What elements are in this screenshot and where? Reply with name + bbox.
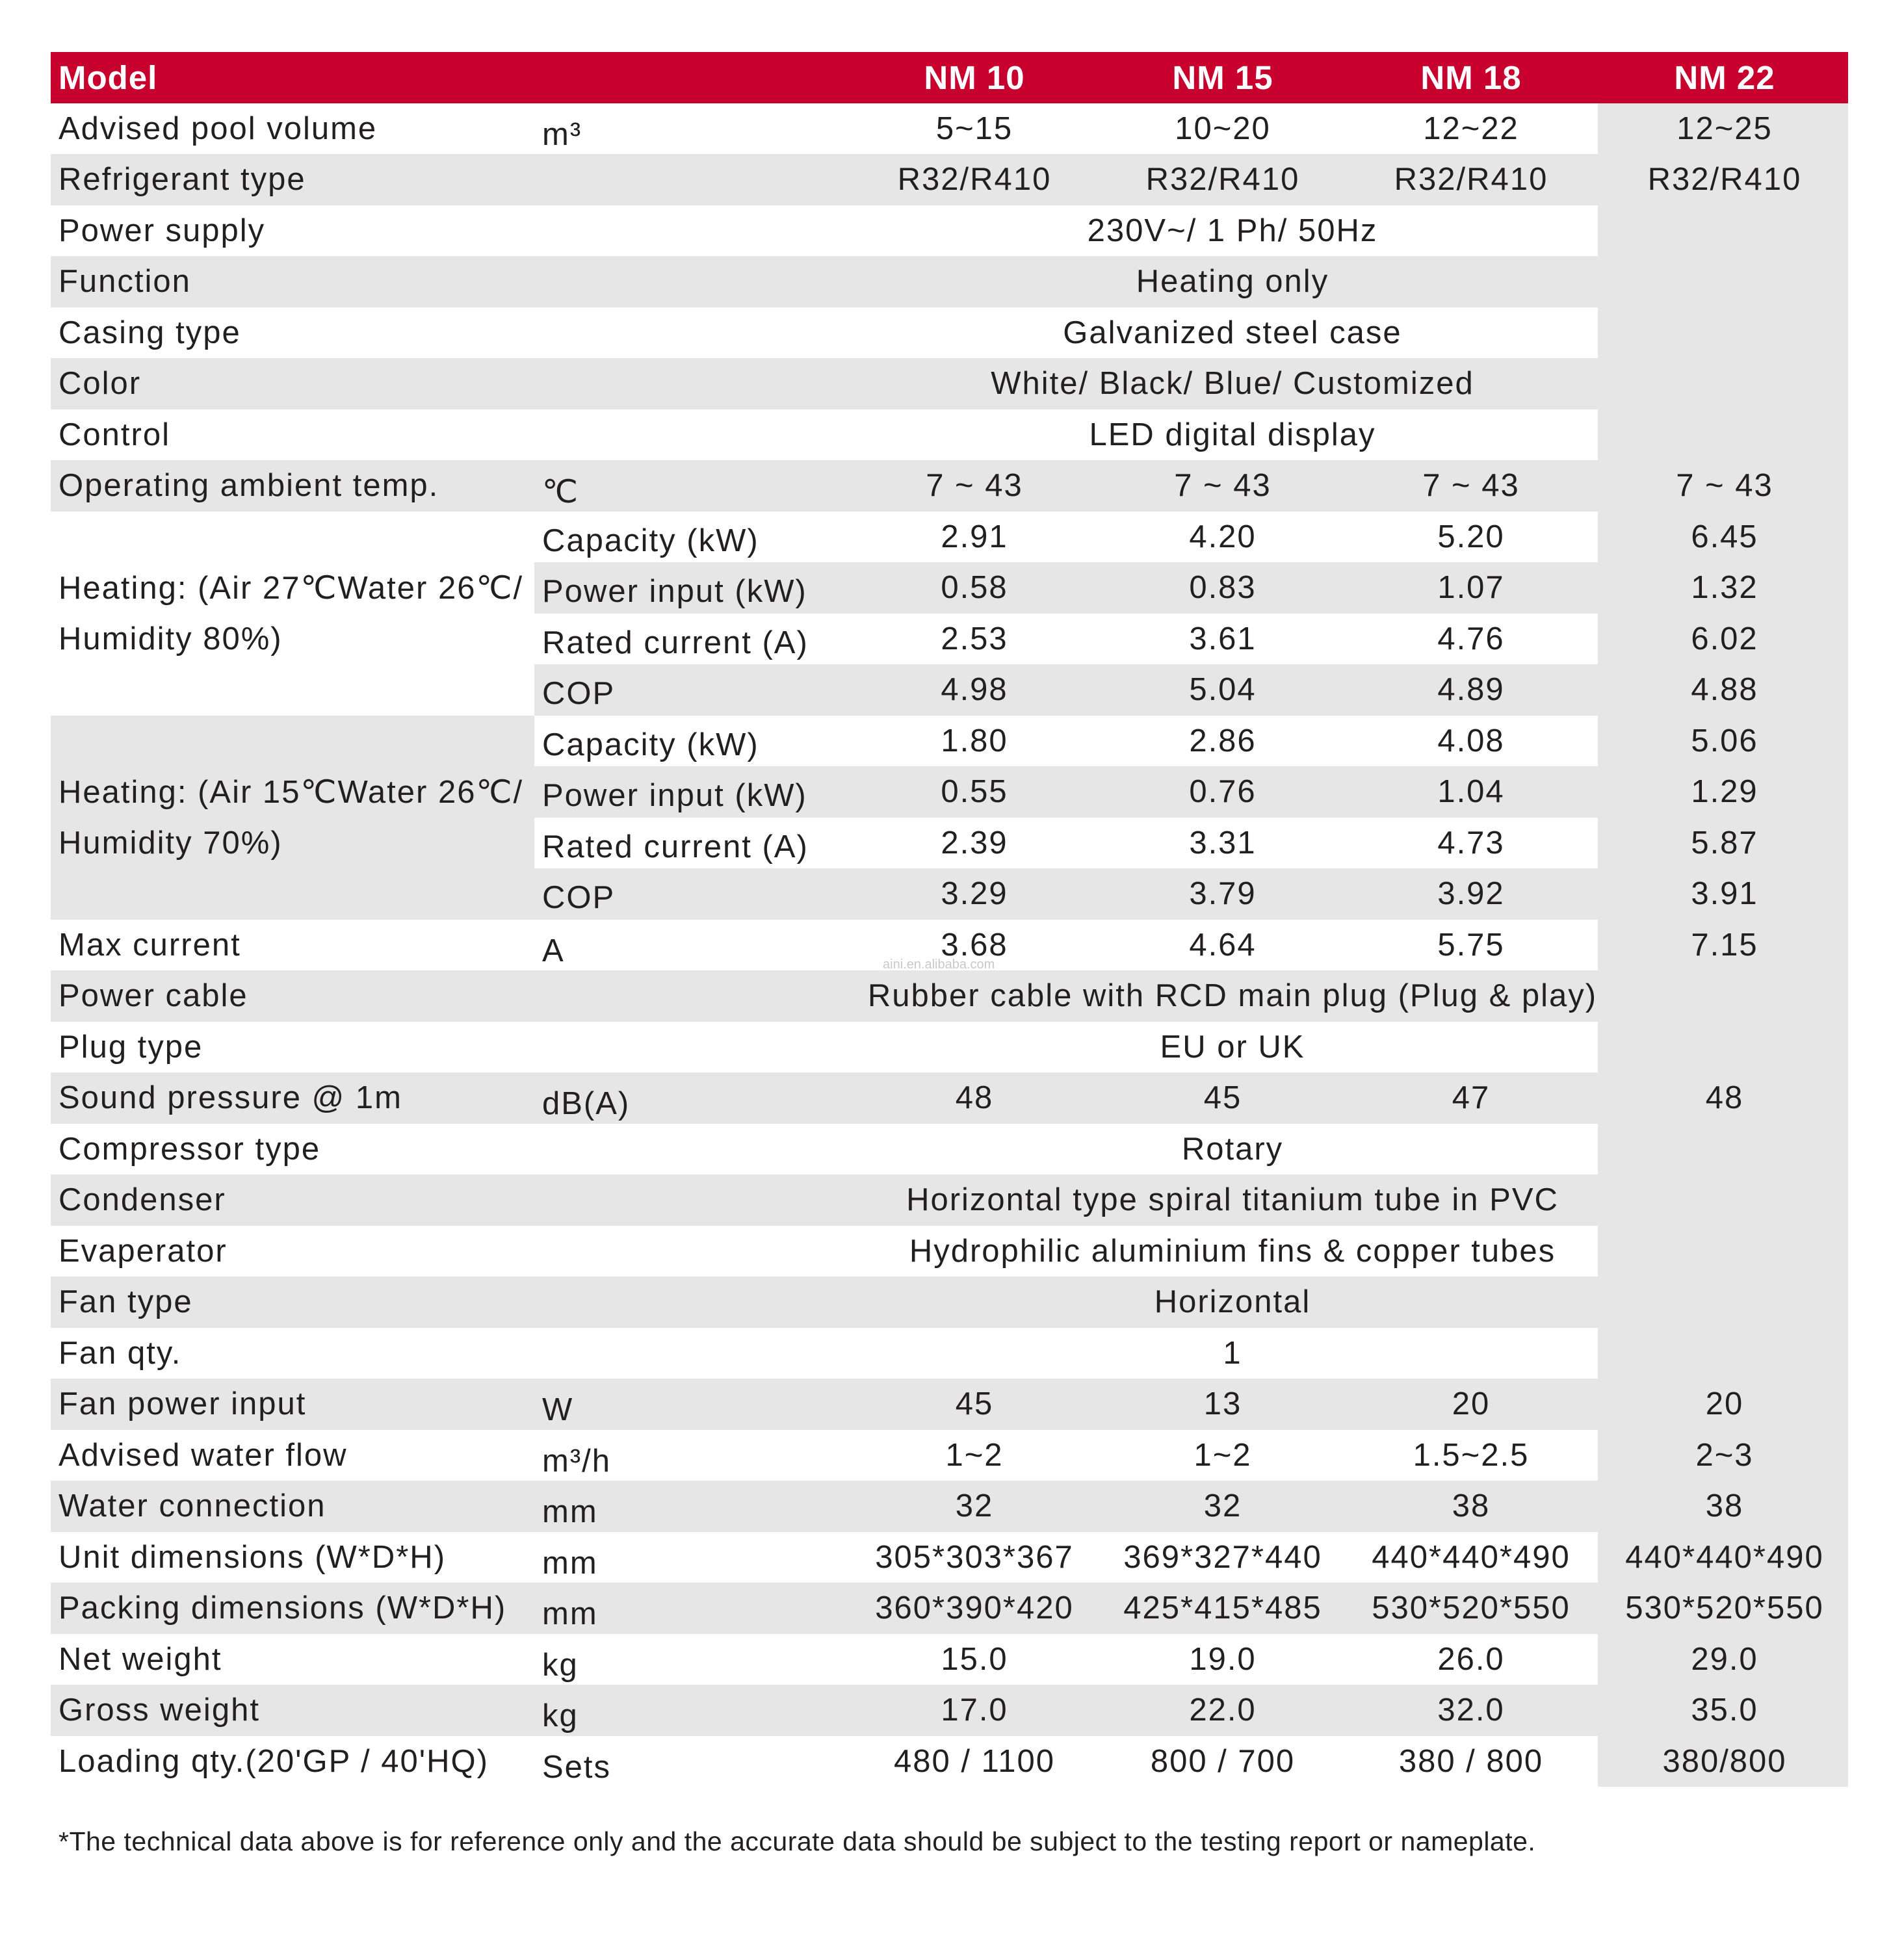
value-cell: 1~2 [1193,1437,1252,1473]
value-cell: 360*390*420 [875,1590,1074,1626]
value-cell: R32/R410 [1394,162,1548,198]
value-cell: 1.04 [1437,774,1505,810]
unit-cell: mm [542,1545,598,1581]
value-cell: 530*520*550 [1372,1590,1571,1626]
value-cell: 32 [955,1488,994,1524]
value-cell: 12~22 [1423,110,1519,146]
group-label: Heating: (Air 27℃Water 26℃/ Humidity 80%) [59,570,524,656]
row-label: Color [59,366,142,402]
spanned-value: Hydrophilic aluminium fins & copper tubes [909,1233,1556,1269]
unit-cell: W [542,1392,574,1428]
spanned-value: Galvanized steel case [1063,315,1402,350]
value-cell: 369*327*440 [1123,1539,1322,1575]
value-cell: 4.20 [1189,519,1257,554]
value-cell: 0.55 [941,774,1008,810]
value-cell: 5.87 [1691,825,1758,861]
unit-cell: mm [542,1494,598,1530]
value-cell: 0.83 [1189,570,1257,606]
value-cell: 3.61 [1189,621,1257,656]
value-cell: 1.29 [1691,774,1758,810]
row-label: Sound pressure @ 1m [59,1080,402,1116]
value-cell: 2.39 [941,825,1008,861]
unit-cell: kg [542,1698,579,1734]
header-model-nm-22: NM 22 [1674,58,1775,96]
value-cell: 6.02 [1691,621,1758,656]
row-label: Max current [59,927,241,963]
group-label: Heating: (Air 15℃Water 26℃/ Humidity 70%) [59,774,524,861]
value-cell: 425*415*485 [1123,1590,1322,1626]
row-label: Refrigerant type [59,162,306,198]
value-cell: 5.75 [1437,927,1505,963]
header-model-nm-10: NM 10 [924,58,1025,96]
spanned-value: White/ Black/ Blue/ Customized [991,366,1474,402]
value-cell: 3.91 [1691,876,1758,912]
row-label: Water connection [59,1488,326,1524]
row-label: Packing dimensions (W*D*H) [59,1590,507,1626]
value-cell: 5.20 [1437,519,1505,554]
row-label: Unit dimensions (W*D*H) [59,1539,447,1575]
value-cell: 45 [1203,1080,1242,1116]
spanned-value: Heating only [1136,264,1329,300]
value-cell: 7 ~ 43 [1422,468,1520,504]
footnote: *The technical data above is for reference only and the accurate data should be subject to the testing report or nameplate. [59,1826,1536,1856]
condition-label: Rated current (A) [542,625,809,660]
unit-cell: dB(A) [542,1086,631,1122]
value-cell: 6.45 [1691,519,1758,554]
value-cell: 7 ~ 43 [926,468,1023,504]
value-cell: 305*303*367 [875,1539,1074,1575]
row-label: Plug type [59,1029,203,1065]
value-cell: 440*440*490 [1625,1539,1824,1575]
spanned-value: EU or UK [1160,1029,1305,1065]
value-cell: 38 [1705,1488,1744,1524]
row-label: Net weight [59,1641,222,1677]
value-cell: 22.0 [1189,1693,1257,1728]
unit-cell: mm [542,1596,598,1632]
value-cell: 17.0 [941,1693,1008,1728]
unit-cell: ℃ [542,474,580,510]
value-cell: 4.98 [941,672,1008,708]
condition-label: Rated current (A) [542,829,809,864]
value-cell: 19.0 [1189,1641,1257,1677]
unit-cell: Sets [542,1749,612,1785]
value-cell: 48 [1705,1080,1744,1116]
value-cell: 3.79 [1189,876,1257,912]
watermark: aini.en.alibaba.com [883,957,995,972]
spanned-value: 1 [1223,1335,1242,1371]
value-cell: 4.08 [1437,723,1505,759]
value-cell: 10~20 [1175,110,1271,146]
value-cell: R32/R410 [1145,162,1300,198]
condition-label: Capacity (kW) [542,727,759,762]
value-cell: 38 [1452,1488,1491,1524]
condition-label: Power input (kW) [542,778,807,814]
value-cell: 26.0 [1437,1641,1505,1677]
value-cell: 32 [1203,1488,1242,1524]
value-cell: 3.29 [941,876,1008,912]
value-cell: 0.58 [941,570,1008,606]
value-cell: 1.80 [941,723,1008,759]
row-label: Control [59,417,170,452]
row-label: Loading qty.(20'GP / 40'HQ) [59,1743,489,1779]
value-cell: 20 [1452,1386,1491,1422]
value-cell: 13 [1203,1386,1242,1422]
row-label: Power cable [59,978,248,1014]
value-cell: 1.07 [1437,570,1505,606]
row-label: Function [59,264,191,300]
value-cell: 4.64 [1189,927,1257,963]
value-cell: 4.76 [1437,621,1505,656]
value-cell: 4.73 [1437,825,1505,861]
value-cell: 480 / 1100 [894,1743,1055,1779]
value-cell: 5~15 [935,110,1013,146]
row-label: Gross weight [59,1693,260,1728]
value-cell: 2.53 [941,621,1008,656]
spanned-value: LED digital display [1089,417,1376,452]
row-label: Operating ambient temp. [59,468,439,504]
value-cell: 0.76 [1189,774,1257,810]
header-model-nm-18: NM 18 [1420,58,1522,96]
value-cell: 1.5~2.5 [1413,1437,1530,1473]
value-cell: 15.0 [941,1641,1008,1677]
row-label: Fan power input [59,1386,307,1422]
value-cell: 3.92 [1437,876,1505,912]
spanned-value: Horizontal type spiral titanium tube in PVC [906,1182,1559,1218]
condition-label: COP [542,676,616,712]
condition-label: Capacity (kW) [542,523,759,558]
value-cell: 7 ~ 43 [1174,468,1272,504]
row-label: Fan type [59,1284,193,1320]
value-cell: R32/R410 [1647,162,1802,198]
value-cell: 380 / 800 [1398,1743,1544,1779]
value-cell: 2~3 [1695,1437,1754,1473]
row-label: Advised water flow [59,1437,348,1473]
value-cell: 29.0 [1691,1641,1758,1677]
value-cell: 12~25 [1676,110,1773,146]
value-cell: 530*520*550 [1625,1590,1824,1626]
value-cell: 440*440*490 [1372,1539,1571,1575]
row-label: Condenser [59,1182,226,1218]
condition-label: COP [542,880,616,916]
row-label: Advised pool volume [59,110,378,146]
unit-cell: m³/h [542,1443,611,1479]
value-cell: 45 [955,1386,994,1422]
spanned-value: Horizontal [1154,1284,1311,1320]
value-cell: 48 [955,1080,994,1116]
header-model-nm-15: NM 15 [1172,58,1273,96]
unit-cell: A [542,933,565,968]
row-label: Casing type [59,315,241,350]
row-label: Compressor type [59,1131,321,1167]
value-cell: 800 / 700 [1150,1743,1296,1779]
value-cell: 4.88 [1691,672,1758,708]
value-cell: 32.0 [1437,1693,1505,1728]
row-label: Fan qty. [59,1335,182,1371]
value-cell: 2.86 [1189,723,1257,759]
value-cell: 47 [1452,1080,1491,1116]
value-cell: 5.04 [1189,672,1257,708]
value-cell: 1~2 [945,1437,1004,1473]
value-cell: 4.89 [1437,672,1505,708]
value-cell: 7 ~ 43 [1676,468,1773,504]
spanned-value: Rubber cable with RCD main plug (Plug & play) [867,978,1598,1014]
unit-cell [534,154,859,205]
header-model-label: Model [59,58,158,96]
value-cell: R32/R410 [897,162,1052,198]
value-cell: 2.91 [941,519,1008,554]
unit-cell: m³ [542,116,582,152]
row-label: Evaperator [59,1233,228,1269]
unit-cell: kg [542,1647,579,1683]
value-cell: 5.06 [1691,723,1758,759]
value-cell: 3.31 [1189,825,1257,861]
value-cell: 380/800 [1662,1743,1787,1779]
value-cell: 3.68 [941,927,1008,963]
row-label: Power supply [59,213,266,248]
value-cell: 7.15 [1691,927,1758,963]
value-cell: 20 [1705,1386,1744,1422]
spanned-value: Rotary [1181,1131,1284,1167]
condition-label: Power input (kW) [542,574,807,610]
value-cell: 1.32 [1691,570,1758,606]
spanned-value: 230V~/ 1 Ph/ 50Hz [1087,213,1378,248]
value-cell: 35.0 [1691,1693,1758,1728]
